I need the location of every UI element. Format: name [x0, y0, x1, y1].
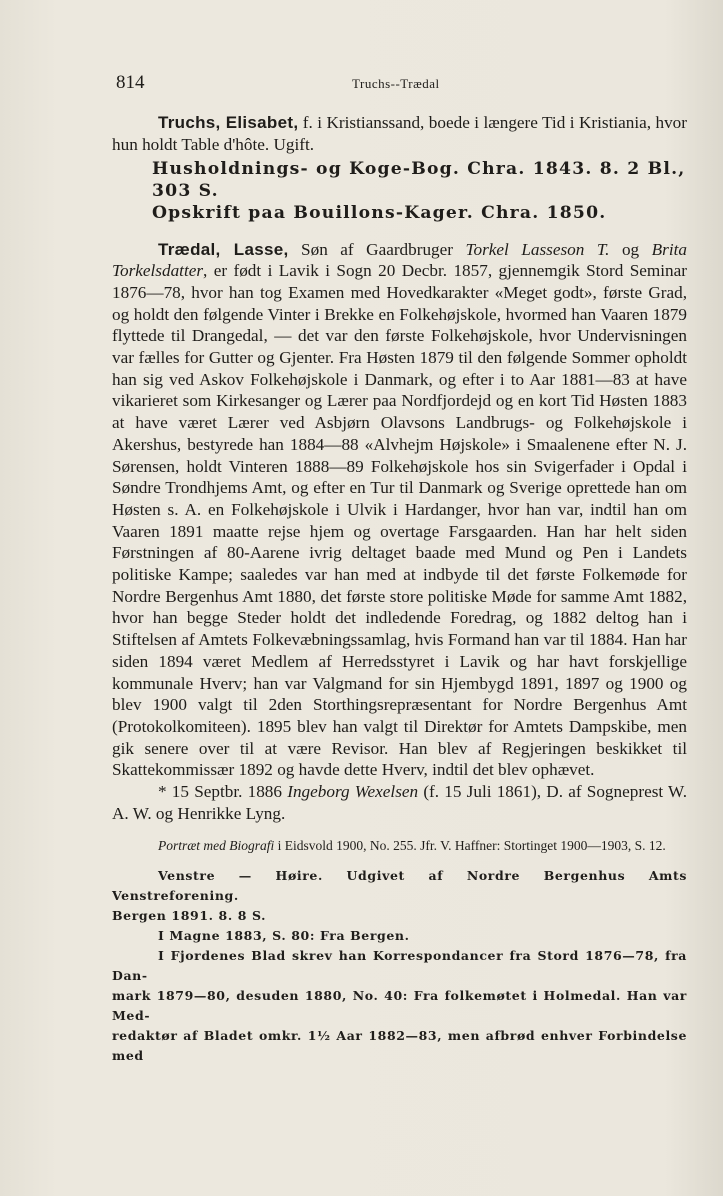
entry-traedal — [112, 239, 687, 1066]
portrait-label: Portræt med Biografi — [158, 837, 275, 853]
marriage-text: (f. 15 Juli 1861), D. af Sogneprest W. A. W. og Henrikke Lyng. — [112, 782, 687, 823]
entry-text: Søn af Gaardbruger — [288, 239, 466, 259]
mother-name: Brita Torkelsdatter — [112, 239, 688, 281]
works-line: mark 1879—80, desuden 1880, No. 40: Fra folkemøtet i Holmedal. Han var Med- — [112, 987, 687, 1023]
works-line: redaktør af Bladet omkr. 1½ Aar 1882—83, men afbrød enhver Forbindelse med — [112, 1027, 687, 1063]
page-number: 814 — [116, 72, 145, 93]
works-line: I Fjordenes Blad skrev han Korrespondancer fra Stord 1876—78, fra Dan- — [112, 947, 687, 983]
page-header — [116, 72, 683, 96]
works-line: Bergen 1891. 8. 8 S. — [112, 907, 267, 923]
wife-name: Ingeborg Wexelsen — [287, 782, 419, 802]
father-name: Torkel Lasseson T. — [465, 239, 610, 259]
page-content — [112, 112, 687, 1066]
entry-truchs-bibliography — [112, 159, 687, 224]
marriage-text: * 15 Septbr. 1886 — [158, 782, 288, 802]
entry-text: f. i Kristianssand, boede i længere Tid i Kristiania, hvor hun holdt Table d'hôte. Ugift. — [112, 113, 687, 154]
portrait-reference — [112, 835, 687, 856]
entry-name: Trædal, Lasse, — [158, 239, 289, 259]
entry-name: Truchs, Elisabet, — [158, 113, 299, 132]
bibliography-item: Husholdnings- og Koge-Bog. Chra. 1843. 8. 2 Bl., 303 S. — [152, 159, 686, 202]
entry-traedal-paragraph — [112, 239, 687, 782]
entry-truchs-paragraph — [112, 112, 687, 155]
portrait-text: i Eidsvold 1900, No. 255. Jfr. V. Haffner: Stortinget 1900—1903, S. 12. — [274, 837, 666, 853]
entry-body: , er født i Lavik i Sogn 20 Decbr. 1857, gjennemgik Stord Seminar 1876—78, hvor han tog Examen med Hovedkarakter «Meget godt», første Grad, og holdt den følgende Vinter i Brekke en Folkehøjskole, hvormed han Vaaren 1879 flyttede til Drangedal, — det var den første Folkehøjskole, hvor Undervisningen var fælles for Gutter og Gjenter. Fra Høsten 1879 til den følgende Sommer opholdt han sig ved Askov Folkehøjskole i Danmark, og efter i to Aar 1881—83 at have vikarieret som Kirkesanger og Lærer paa Nordfjordejd og en kort Tid Høsten 1883 at have været Lærer ved Asbjørn Olavsons Landbrugs- og Folkehøjskole i Akershus, bestyrede han 1884—88 «Alvhejm Højskole» i Smaalenene efter N. J. Sørensen, holdt Vinteren 1888—89 Folkehøjskole hos sin Svigerfader i Opdal i Søndre Trondhjems Amt, og efter en Tur til Danmark og Sverige oprettede han om Høsten s. A. en Folkehøjskole i Ulvik i Hardanger, hvor han var, indtil han om Vaaren 1891 maatte rejse hjem og overtage Farsgaarden. Han har helt siden Førstningen af 80-Aarene ivrig deltaget baade med Mund og Pen i Landets politiske Kampe; saaledes var han med at indbyde til det første Folkemøde for Nordre Bergenhus Amt 1880, det første store politiske Møde for samme Amt 1882, hvor han begge Steder holdt det indledende Foredrag, og 1882 deltog han i Stiftelsen af Amtets Folkevæbningssamlag, hvis Formand han var til 1884. Han har siden 1894 været Medlem af Herredsstyret i Lavik og har havt forskjellige kommunale Hverv; han var Valgmand for sin Hjembygd 1891, 1897 og 1900 og blev 1900 valgt til 2den Storthingsrepræsentant for Nordre Bergenhus Amt (Protokolkomiteen). 1895 blev han valgt til Direktør for Amtets Dampskibe, men gik senere over til at være Revisor. Han blev af Regjeringen beskikket til Skattekommissær 1892 og havde dette Hverv, indtil det blev ophævet. — [112, 261, 687, 780]
bibliography-item: Opskrift paa Bouillons-Kager. Chra. 1850. — [152, 202, 607, 223]
running-title: Truchs--Trædal — [352, 76, 440, 91]
works-line: I Magne 1883, S. 80: Fra Bergen. — [158, 927, 410, 943]
entry-truchs — [112, 112, 687, 225]
works-line: Venstre — Høire. Udgivet af Nordre Bergenhus Amts Venstreforening. — [112, 867, 687, 903]
entry-text: og — [609, 239, 652, 259]
marriage-paragraph — [112, 781, 687, 824]
works-list — [112, 866, 687, 1066]
